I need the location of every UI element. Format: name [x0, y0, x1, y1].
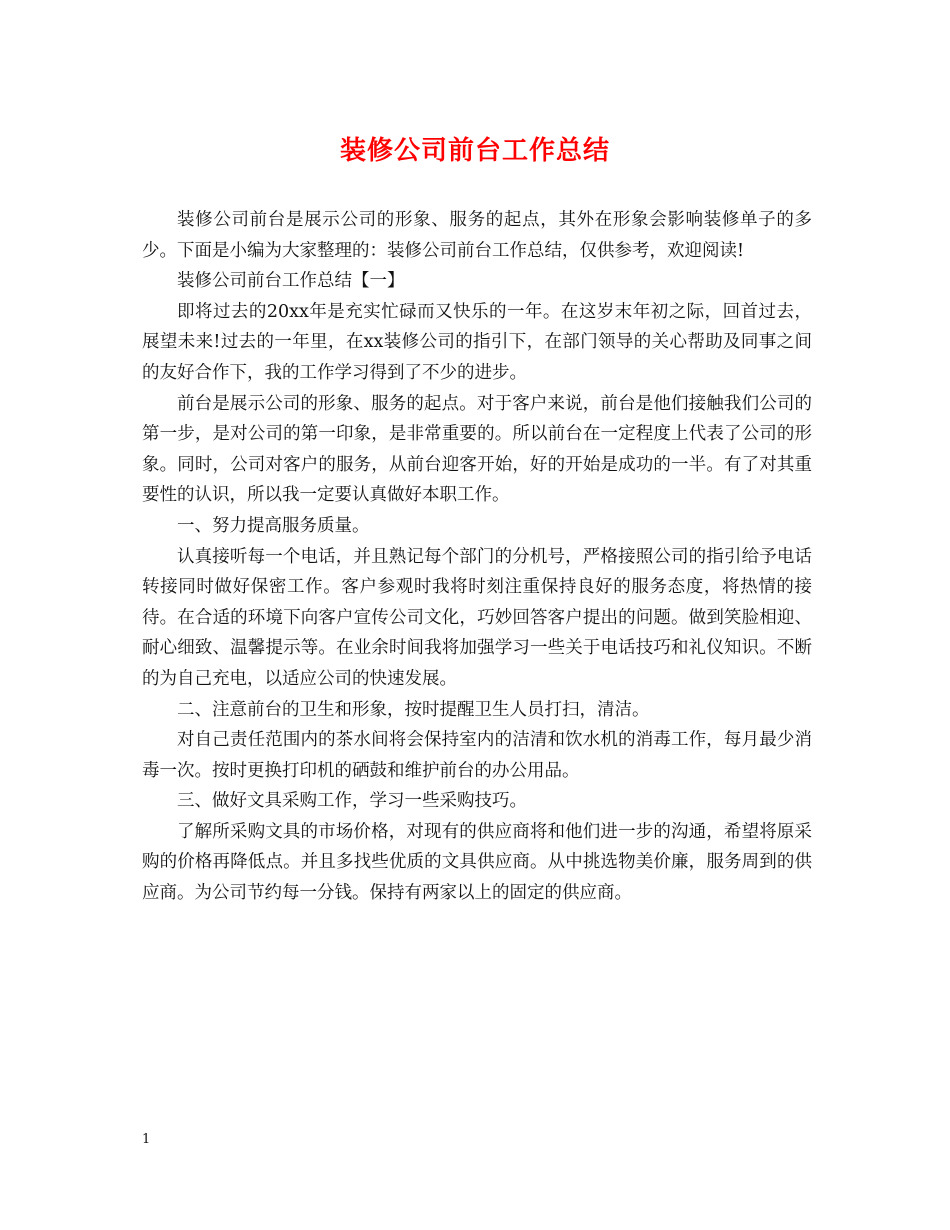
list-heading-2: 二、注意前台的卫生和形象，按时提醒卫生人员打扫，清洁。: [177, 699, 650, 720]
paragraph: 对自己责任范围内的茶水间将会保持室内的洁清和饮水机的消毒工作，每月最少消毒一次。按时更换打印机的硒鼓和维护前台的办公用品。: [142, 730, 812, 781]
document-title: 装修公司前台工作总结: [339, 136, 610, 166]
paragraph: 即将过去的20xx年是充实忙碌而又快乐的一年。在这岁末年初之际，回首过去，展望未来!过去的一年里，在xx装修公司的指引下，在部门领导的关心帮助及同事之间的友好合作下，我的工作学习得到了不少的进步。: [142, 301, 812, 383]
list-heading-1: 一、努力提高服务质量。: [177, 515, 370, 536]
paragraph-intro: 装修公司前台是展示公司的形象、服务的起点，其外在形象会影响装修单子的多少。下面是小编为大家整理的：装修公司前台工作总结，仅供参考，欢迎阅读!: [142, 210, 812, 261]
document-body: [142, 205, 812, 909]
list-heading-3: 三、做好文具采购工作，学习一些采购技巧。: [177, 791, 527, 812]
section-heading-1: 装修公司前台工作总结【一】: [177, 271, 405, 292]
paragraph: 了解所采购文具的市场价格，对现有的供应商将和他们进一步的沟通，希望将原采购的价格再降低点。并且多找些优质的文具供应商。从中挑选物美价廉，服务周到的供应商。为公司节约每一分钱。保持有两家以上的固定的供应商。: [142, 821, 812, 904]
paragraph: 前台是展示公司的形象、服务的起点。对于客户来说，前台是他们接触我们公司的第一步，是对公司的第一印象，是非常重要的。所以前台在一定程度上代表了公司的形象。同时，公司对客户的服务，从前台迎客开始，好的开始是成功的一半。有了对其重要性的认识，所以我一定要认真做好本职工作。: [142, 393, 812, 506]
page-number: 1: [142, 1132, 151, 1147]
paragraph: 认真接听每一个电话，并且熟记每个部门的分机号，严格接照公司的指引给予电话转接同时做好保密工作。客户参观时我将时刻注重保持良好的服务态度，将热情的接待。在合适的环境下向客户宣传公司文化，巧妙回答客户提出的问题。做到笑脸相迎、耐心细致、温馨提示等。在业余时间我将加强学习一些关于电话技巧和礼仪知识。不断的为自己充电，以适应公司的快速发展。: [142, 546, 812, 689]
